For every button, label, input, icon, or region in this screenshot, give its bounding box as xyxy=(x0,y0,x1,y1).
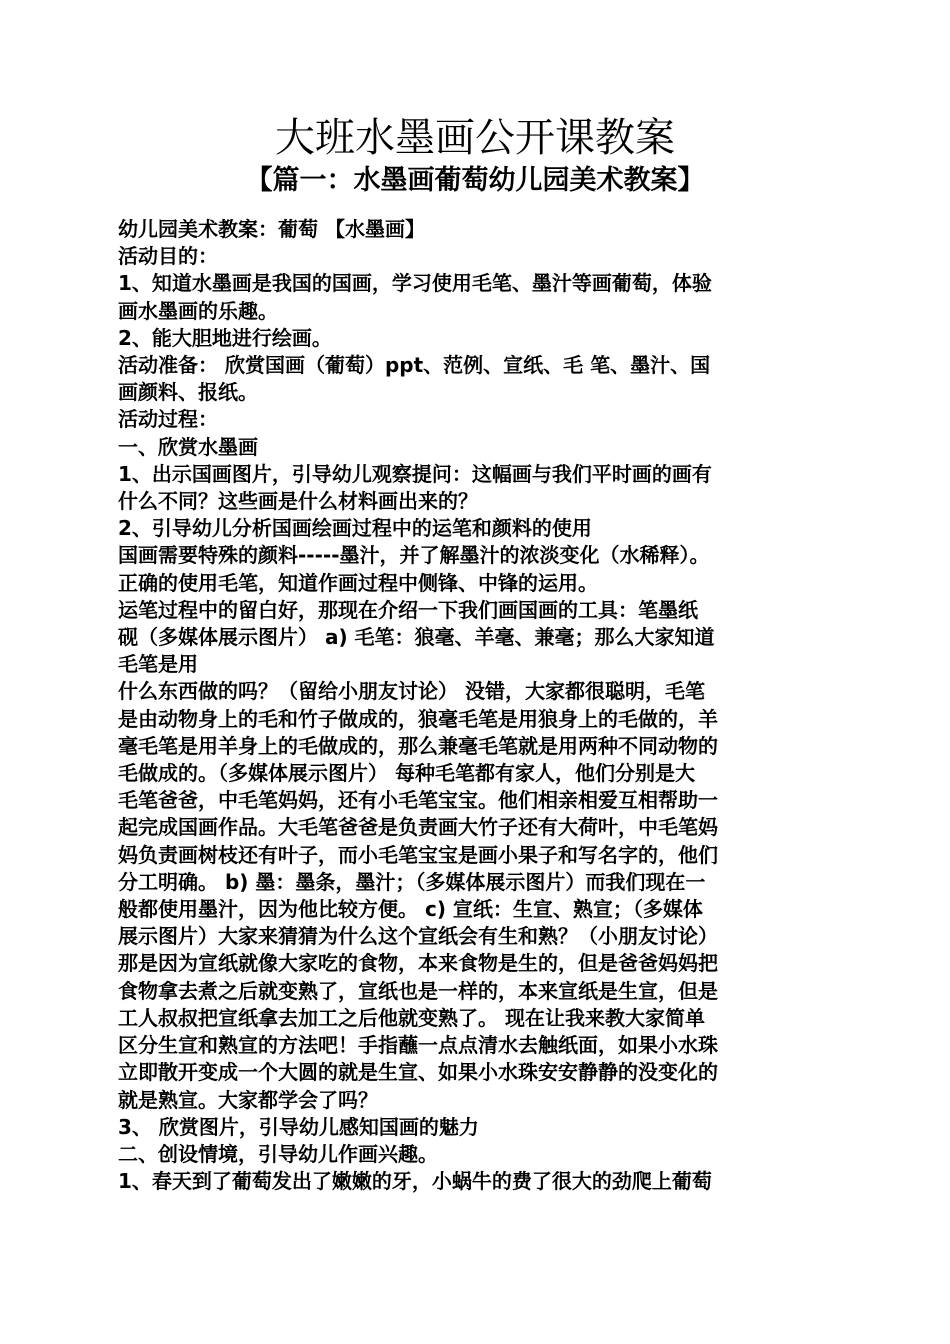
text-line: 毛做成的。（多媒体展示图片） 每种毛笔都有家人，他们分别是大 xyxy=(118,761,695,786)
text-line: 分工明确。 b) 墨：墨条，墨汁；（多媒体展示图片）而我们现在一 xyxy=(118,869,706,894)
text-line: 一、欣赏水墨画 xyxy=(118,434,258,459)
text-line: 砚（多媒体展示图片） a) 毛笔：狼毫、羊毫、兼毫；那么大家知道 xyxy=(118,625,715,650)
text-line: 食物拿去煮之后就变熟了，宣纸也是一样的，本来宣纸是生宣，但是 xyxy=(118,978,718,1003)
text-line: 毛笔是用 xyxy=(118,652,198,677)
text-line: 工人叔叔把宣纸拿去加工之后他就变熟了。 现在让我来教大家简单 xyxy=(118,1005,705,1030)
text-line: 幼儿园美术教案：葡萄 【水墨画】 xyxy=(118,217,425,241)
text-line: 画颜料、报纸。 xyxy=(118,380,258,405)
text-line: 什么东西做的吗？（留给小朋友讨论） 没错，大家都很聪明，毛笔 xyxy=(118,679,705,704)
text-line: 2、能大胆地进行绘画。 xyxy=(118,325,332,350)
document-body xyxy=(118,216,838,1195)
text-line: 就是熟宣。大家都学会了吗？ xyxy=(118,1087,378,1112)
text-line: 正确的使用毛笔，知道作画过程中侧锋、中锋的运用。 xyxy=(118,570,598,595)
text-line: 1、出示国画图片，引导幼儿观察提问：这幅画与我们平时画的画有 xyxy=(118,461,712,486)
document-title: 大班水墨画公开课教案 xyxy=(275,115,675,161)
text-line: 国画需要特殊的颜料-----墨汁，并了解墨汁的浓淡变化（水稀释）。 xyxy=(118,543,710,568)
text-line: 活动过程： xyxy=(118,407,218,432)
text-line: 起完成国画作品。大毛笔爸爸是负责画大竹子还有大荷叶，中毛笔妈 xyxy=(118,815,718,840)
document-subtitle: 【篇一：水墨画葡萄幼儿园美术教案】 xyxy=(245,165,705,196)
text-line: 那是因为宣纸就像大家吃的食物，本来食物是生的，但是爸爸妈妈把 xyxy=(118,951,718,976)
text-line: 展示图片）大家来猜猜为什么这个宣纸会有生和熟？（小朋友讨论） xyxy=(118,924,718,949)
text-line: 二、创设情境，引导幼儿作画兴趣。 xyxy=(118,1141,438,1166)
text-line: 区分生宣和熟宣的方法吧！手指蘸一点点清水去触纸面，如果小水珠 xyxy=(118,1033,718,1058)
text-line: 1、春天到了葡萄发出了嫩嫩的牙，小蜗牛的费了很大的劲爬上葡萄 xyxy=(118,1169,712,1194)
text-line: 是由动物身上的毛和竹子做成的，狼毫毛笔是用狼身上的毛做的，羊 xyxy=(118,706,718,731)
text-line: 活动目的： xyxy=(118,244,218,269)
text-line: 般都使用墨汁，因为他比较方便。 c) 宣纸：生宣、熟宣；（多媒体 xyxy=(118,897,703,922)
text-line: 妈负责画树枝还有叶子，而小毛笔宝宝是画小果子和写名字的，他们 xyxy=(118,842,718,867)
text-line: 2、引导幼儿分析国画绘画过程中的运笔和颜料的使用 xyxy=(118,516,592,541)
text-line: 立即散开变成一个大圆的就是生宣、如果小水珠安安静静的没变化的 xyxy=(118,1060,718,1085)
text-line: 毛笔爸爸，中毛笔妈妈，还有小毛笔宝宝。他们相亲相爱互相帮助一 xyxy=(118,788,718,813)
text-line: 活动准备： 欣赏国画（葡萄）ppt、范例、宣纸、毛 笔、墨汁、国 xyxy=(118,353,711,378)
text-line: 3、 欣赏图片，引导幼儿感知国画的魅力 xyxy=(118,1114,479,1139)
text-line: 什么不同？这些画是什么材料画出来的？ xyxy=(118,489,478,514)
text-line: 毫毛笔是用羊身上的毛做成的，那么兼毫毛笔就是用两种不同动物的 xyxy=(118,733,718,758)
text-line: 1、知道水墨画是我国的国画，学习使用毛笔、墨汁等画葡萄，体验 xyxy=(118,271,712,296)
text-line: 运笔过程中的留白好，那现在介绍一下我们画国画的工具：笔墨纸 xyxy=(118,597,698,622)
text-line: 画水墨画的乐趣。 xyxy=(118,298,278,323)
